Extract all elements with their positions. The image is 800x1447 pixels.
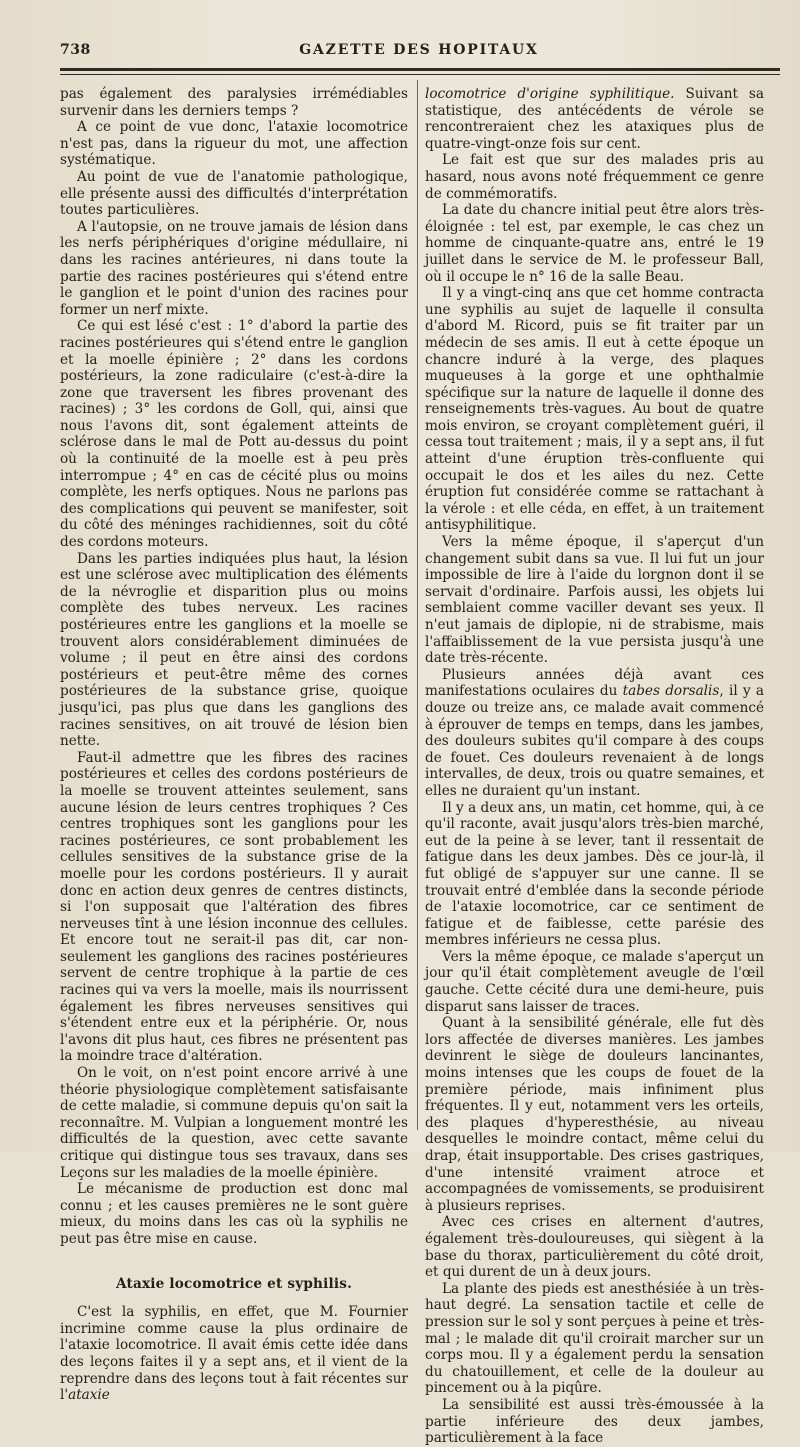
paragraph: Faut-il admettre que les fibres des racines postérieures et celles des cordons postérieurs de la moelle se trouvent atteintes seulement, sans aucune lésion de leurs centres trophiques ? Ces centres trophiques sont les ganglions pour les racines postérieures, ce sont probablement les cellules sensitives de la substance grise de la moelle pour les cordons postérieurs. Il y aurait donc en action deux genres de centres distincts, si l'on supposait que l'altération des fibres nerveuses tînt à une lésion inconnue des cellules. Et encore tout ne serait-il pas dit, car non-seulement les ganglions des racines postérieures servent de centre trophique à la partie de ces racines qui va vers la moelle, mais ils nourrissent également les fibres nerveuses sensitives qui s'étendent entre eux et la périphérie. Or, nous l'avons dit plus haut, ces fibres ne présentent pas la moindre trace d'altération. [60,749,408,1065]
paragraph: La plante des pieds est anesthésiée à un très-haut degré. La sensation tactile et celle de pression sur le sol y sont perçues à peine et très-mal ; le malade dit qu'il croirait marcher sur un corps mou. Il y a également perdu la sensation du chatouillement, et celle de la douleur au pincement ou à la piqûre. [425,1280,764,1397]
paragraph: pas également des paralysies irrémédiables survenir dans les derniers temps ? [60,86,408,119]
paragraph: Vers la même époque, ce malade s'aperçut un jour qu'il était complètement aveugle de l'œil gauche. Cette cécité dura une demi-heure, puis disparut sans laisser de traces. [425,948,764,1015]
page-title: GAZETTE DES HOPITAUX [299,42,539,58]
paragraph: On le voit, on n'est point encore arrivé à une théorie physiologique complètement satisfaisante de cette maladie, si commune depuis qu'on sait la reconnaître. M. Vulpian a longuement montré les difficultés de la question, avec cette savante critique qui distingue tous ses travaux, dans ses Leçons sur les maladies de la moelle épinière. [60,1065,408,1181]
paragraph-text: Plusieurs années déjà avant ces manifestations oculaires du [425,666,764,700]
page-header [60,42,778,68]
paragraph: Quant à la sensibilité générale, elle fut dès lors affectée de diverses manières. Les jambes devinrent le siège de douleurs lancinantes, moins intenses que les coups de fouet de la première période, mais infiniment plus fréquentes. Il y eut, notamment vers les orteils, des plaques d'hyperesthésie, au niveau desquelles le moindre contact, même celui du drap, était insupportable. Des crises gastriques, d'une intensité vraiment atroce et accompagnées de vomissements, se produisirent à plusieurs reprises. [425,1015,764,1214]
paragraph: Ce qui est lésé c'est : 1° d'abord la partie des racines postérieures qui s'étend entre le ganglion et la moelle épinière ; 2° dans les cordons postérieurs, la zone radiculaire (c'est-à-dire la zone que traversent les fibres provenant des racines) ; 3° les cordons de Goll, qui, ainsi que nous l'avons dit, sont également atteints de sclérose dans le mal de Pott au-dessus du point où la continuité de la moelle est à peu près interrompue ; 4° en cas de cécité plus ou moins complète, les nerfs optiques. Nous ne parlons pas des complications qui peuvent se manifester, soit du côté des méninges rachidiennes, soit du côté des cordons moteurs. [60,318,408,551]
paragraph: Le mécanisme de production est donc mal connu ; et les causes premières ne le sont guère mieux, du moins dans les cas où la syphilis ne peut pas être mise en cause. [60,1181,408,1247]
page-number: 738 [60,42,91,58]
left-column [60,86,408,1404]
right-column [425,86,765,1447]
paragraph: La date du chancre initial peut être alors très-éloignée : tel est, par exemple, le cas chez un homme de cinquante-quatre ans, entré le 19 juillet dans le service de M. le professeur Ball, où il occupe le n° 16 de la salle Beau. [425,202,764,285]
header-rule [60,68,780,71]
paragraph: Dans les parties indiquées plus haut, la lésion est une sclérose avec multiplication des éléments de la névroglie et disparition plus ou moins complète des tubes nerveux. Les racines postérieures entre les ganglions et la moelle se trouvent alors considérablement diminuées de volume ; il peut en être ainsi des cordons postérieurs et peut-être même des cornes postérieures de la substance grise, quoique jusqu'ici, pas plus que dans les ganglions des racines sensitives, on ait trouvé de lésion bien nette. [60,550,408,750]
paragraph: A ce point de vue donc, l'ataxie locomotrice n'est pas, dans la rigueur du mot, une affection systématique. [60,119,408,169]
italic-term: locomotrice d'origine syphilitique. [425,86,675,102]
paragraph [425,667,764,800]
paragraph: A l'autopsie, on ne trouve jamais de lésion dans les nerfs périphériques d'origine médullaire, ni dans les racines antérieures, ni dans toute la partie des racines postérieures qui s'étend entre le ganglion et le point d'union des racines pour former un nerf mixte. [60,218,408,318]
paragraph: Il y a vingt-cinq ans que cet homme contracta une syphilis au sujet de laquelle il consulta d'abord M. Ricord, puis se fit traiter par un médecin de ses amis. Il eut à cette époque un chancre induré à la verge, des plaques muqueuses à la gorge et une ophthalmie spécifique sur la nature de laquelle il donne des renseignements très-vagues. Au bout de quatre mois environ, se croyant complètement guéri, il cessa tout traitement ; mais, il y a sept ans, il fut atteint d'une éruption très-confluente qui occupait le dos et les ailes du nez. Cette éruption fut considérée comme se rattachant à la vérole : et elle céda, en effet, à un traitement antisyphilitique. [425,285,764,534]
italic-term: ataxie [68,1387,110,1404]
paragraph: Il y a deux ans, un matin, cet homme, qui, à ce qu'il raconte, avait jusqu'alors très-bien marché, eut de la peine à se lever, tant il ressentait de fatigue dans les deux jambes. Dès ce jour-là, il fut obligé de s'appuyer sur une canne. Il se trouvait entré d'emblée dans la seconde période de l'ataxie locomotrice, car ce sentiment de fatigue et de faiblesse, cette parésie des membres inférieurs ne cessa plus. [425,799,764,949]
section-heading: Ataxie locomotrice et syphilis. [115,1275,352,1292]
italic-term: tabes dorsalis [622,683,720,700]
paragraph-text: C'est la syphilis, en effet, que M. Fournier incrimine comme cause la plus ordinaire de l'ataxie locomotrice. Il avait émis cette idée dans des leçons faites il y a sept ans, et il vient de la reprendre dans des leçons tout à fait récentes sur l' [60,1304,408,1404]
paragraph: Vers la même époque, il s'aperçut d'un changement subit dans sa vue. Il lui fut un jour impossible de lire à l'aide du lorgnon dont il se servait d'ordinaire. Parfois aussi, les objets lui semblaient comme vaciller devant ses yeux. Il n'eut jamais de diplopie, ni de strabisme, mais l'affaiblissement de la vue persista jusqu'à une date très-récente. [425,534,764,667]
paragraph: Le fait est que sur des malades pris au hasard, nous avons noté fréquemment ce genre de commémoratifs. [425,152,764,202]
paragraph [60,1304,408,1404]
header-rule-thin [60,74,780,75]
paragraph-text: Suivant sa statistique, des antécédents de vérole se rencontreraient chez les ataxiques plus de quatre-vingt-onze fois sur cent. [425,86,765,152]
paragraph: Au point de vue de l'anatomie pathologique, elle présente aussi des difficultés d'interprétation toutes particulières. [60,168,408,219]
paragraph: Avec ces crises en alternent d'autres, également très-douloureuses, qui siègent à la base du thorax, particulièrement du côté droit, et qui durent de un à deux jours. [425,1214,764,1281]
paragraph-text: , il y a douze ou treize ans, ce malade avait commencé à éprouver de temps en temps, dans les jambes, des douleurs subites qu'il compare à des coups de fouet. Ces douleurs revenaient à de longs intervalles, de deux, trois ou quatre semaines, et elles ne duraient qu'un instant. [425,683,765,799]
column-divider [417,80,418,1130]
paragraph: La sensibilité est aussi très-émoussée à la partie inférieure des deux jambes, particulièrement à la face [425,1396,764,1447]
paragraph [425,86,764,152]
